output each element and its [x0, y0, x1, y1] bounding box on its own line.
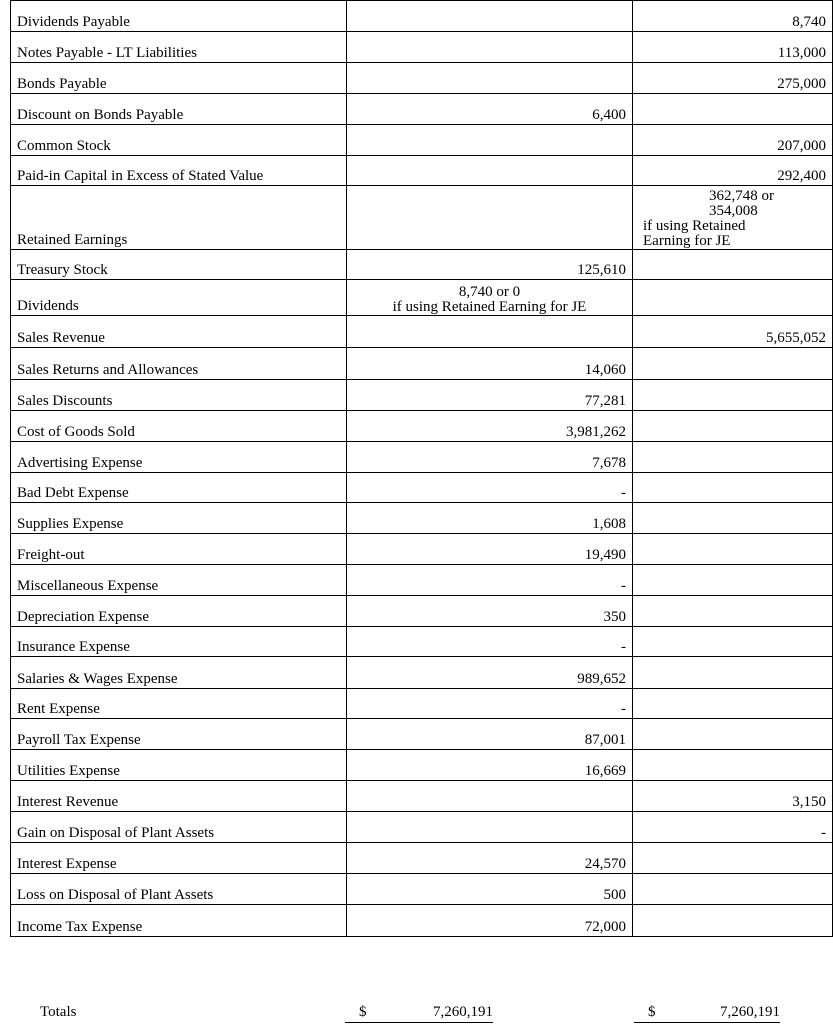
debit-cell [347, 125, 633, 156]
table-row [11, 316, 833, 348]
credit-cell [633, 348, 833, 380]
table-row [11, 905, 833, 937]
debit-total [345, 1004, 493, 1023]
table-row [11, 125, 833, 156]
credit-cell: - [633, 812, 833, 843]
table-row [11, 186, 833, 250]
credit-note: if using Retained [643, 218, 746, 234]
debit-total-currency: $ [359, 1004, 367, 1020]
credit-cell [633, 657, 833, 689]
account-name: Dividends [11, 280, 347, 316]
credit-value: 362,748 or [709, 188, 774, 204]
table-row [11, 473, 833, 503]
table-row [11, 534, 833, 565]
credit-cell [633, 250, 833, 280]
table-row [11, 94, 833, 125]
trial-balance-table [10, 0, 833, 937]
credit-cell: 5,655,052 [633, 316, 833, 348]
debit-cell: - [347, 473, 633, 503]
debit-cell: 500 [347, 874, 633, 905]
table-row [11, 250, 833, 280]
debit-cell [347, 781, 633, 812]
table-row [11, 280, 833, 316]
debit-cell: 16,669 [347, 750, 633, 781]
debit-cell: - [347, 565, 633, 596]
debit-cell: 72,000 [347, 905, 633, 937]
debit-cell [347, 186, 633, 250]
debit-cell: 7,678 [347, 442, 633, 473]
account-name: Notes Payable - LT Liabilities [11, 32, 347, 63]
table-row [11, 627, 833, 657]
debit-cell: - [347, 627, 633, 657]
debit-cell: 3,981,262 [347, 411, 633, 442]
account-name: Common Stock [11, 125, 347, 156]
debit-cell: 87,001 [347, 719, 633, 750]
table-row [11, 719, 833, 750]
debit-cell: 24,570 [347, 843, 633, 874]
table-row [11, 348, 833, 380]
credit-cell [633, 596, 833, 627]
table-row [11, 565, 833, 596]
credit-total-value: 7,260,191 [720, 1004, 780, 1020]
account-name: Interest Expense [11, 843, 347, 874]
debit-cell: 6,400 [347, 94, 633, 125]
debit-cell [347, 156, 633, 186]
credit-cell: 8,740 [633, 1, 833, 32]
credit-cell [633, 905, 833, 937]
credit-cell [633, 380, 833, 411]
account-name: Loss on Disposal of Plant Assets [11, 874, 347, 905]
debit-total-value: 7,260,191 [433, 1004, 493, 1020]
table-row [11, 874, 833, 905]
account-name: Salaries & Wages Expense [11, 657, 347, 689]
credit-cell [633, 534, 833, 565]
trial-balance-body [11, 1, 833, 937]
credit-cell [633, 280, 833, 316]
debit-note: if using Retained Earning for JE [392, 299, 587, 315]
credit-total-currency: $ [648, 1004, 656, 1020]
table-row [11, 156, 833, 186]
account-name: Dividends Payable [11, 1, 347, 32]
debit-cell: 14,060 [347, 348, 633, 380]
account-name: Gain on Disposal of Plant Assets [11, 812, 347, 843]
debit-cell: 350 [347, 596, 633, 627]
debit-cell [347, 32, 633, 63]
credit-cell [633, 473, 833, 503]
table-row [11, 689, 833, 719]
credit-cell [633, 719, 833, 750]
credit-total [634, 1004, 780, 1023]
debit-cell [347, 1, 633, 32]
account-name: Depreciation Expense [11, 596, 347, 627]
account-name: Bonds Payable [11, 63, 347, 94]
credit-cell: 207,000 [633, 125, 833, 156]
credit-cell [633, 565, 833, 596]
debit-cell: 989,652 [347, 657, 633, 689]
account-name: Paid-in Capital in Excess of Stated Value [11, 156, 347, 186]
debit-cell [347, 316, 633, 348]
account-name: Miscellaneous Expense [11, 565, 347, 596]
account-name: Bad Debt Expense [11, 473, 347, 503]
account-name: Sales Returns and Allowances [11, 348, 347, 380]
credit-cell: 3,150 [633, 781, 833, 812]
account-name: Supplies Expense [11, 503, 347, 534]
credit-cell [633, 874, 833, 905]
account-name: Payroll Tax Expense [11, 719, 347, 750]
table-row [11, 32, 833, 63]
account-name: Retained Earnings [11, 186, 347, 250]
account-name: Interest Revenue [11, 781, 347, 812]
debit-cell: - [347, 689, 633, 719]
totals-label: Totals [40, 1004, 77, 1020]
table-row [11, 657, 833, 689]
table-row [11, 812, 833, 843]
table-row [11, 781, 833, 812]
table-row [11, 442, 833, 473]
totals-row [0, 1004, 833, 1024]
credit-cell [633, 186, 833, 250]
account-name: Discount on Bonds Payable [11, 94, 347, 125]
credit-cell [633, 503, 833, 534]
account-name: Income Tax Expense [11, 905, 347, 937]
account-name: Cost of Goods Sold [11, 411, 347, 442]
credit-cell: 113,000 [633, 32, 833, 63]
table-row [11, 750, 833, 781]
credit-cell [633, 627, 833, 657]
table-row [11, 503, 833, 534]
debit-cell [347, 63, 633, 94]
debit-cell: 77,281 [347, 380, 633, 411]
account-name: Freight-out [11, 534, 347, 565]
debit-cell [347, 280, 633, 316]
account-name: Insurance Expense [11, 627, 347, 657]
credit-note: Earning for JE [643, 233, 731, 249]
credit-cell [633, 689, 833, 719]
table-row [11, 411, 833, 442]
account-name: Sales Discounts [11, 380, 347, 411]
table-row [11, 843, 833, 874]
credit-value: 354,008 [709, 203, 758, 219]
credit-cell: 275,000 [633, 63, 833, 94]
table-row [11, 1, 833, 32]
credit-cell [633, 442, 833, 473]
credit-cell [633, 411, 833, 442]
account-name: Treasury Stock [11, 250, 347, 280]
debit-cell: 1,608 [347, 503, 633, 534]
credit-cell: 292,400 [633, 156, 833, 186]
debit-cell [347, 812, 633, 843]
credit-cell [633, 94, 833, 125]
account-name: Utilities Expense [11, 750, 347, 781]
credit-cell [633, 750, 833, 781]
debit-cell: 19,490 [347, 534, 633, 565]
debit-value: 8,740 or 0 [458, 284, 521, 300]
table-row [11, 63, 833, 94]
credit-cell [633, 843, 833, 874]
account-name: Advertising Expense [11, 442, 347, 473]
account-name: Sales Revenue [11, 316, 347, 348]
debit-cell: 125,610 [347, 250, 633, 280]
table-row [11, 380, 833, 411]
table-row [11, 596, 833, 627]
account-name: Rent Expense [11, 689, 347, 719]
